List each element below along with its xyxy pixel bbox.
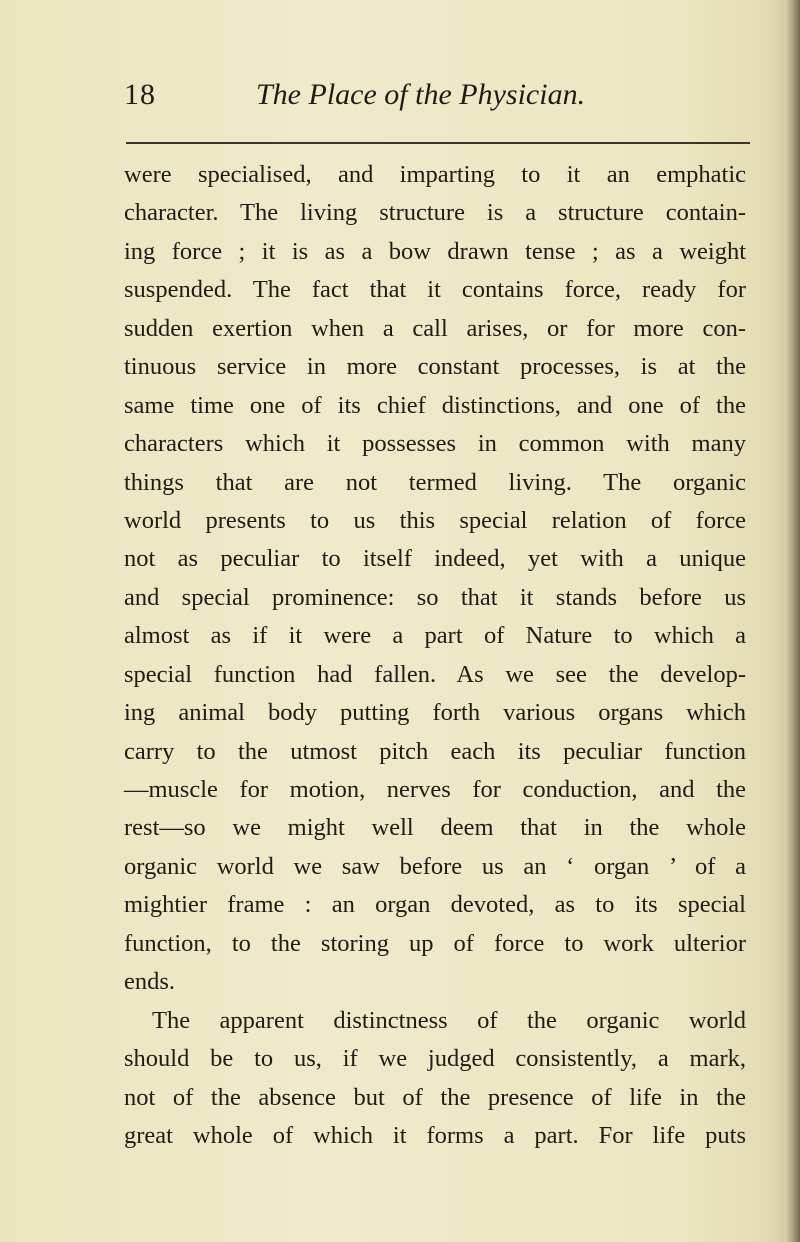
text-line: rest—so we might well deem that in the whole (124, 814, 746, 842)
text-line: same time one of its chief distinctions, and one of the (124, 391, 746, 419)
text-line: things that are not termed living. The organic (124, 468, 746, 496)
text-line-paragraph-start: The apparent distinctness of the organic world (152, 1006, 746, 1034)
text-line: organic world we saw before us an ‘ organ ’ of a (124, 852, 746, 880)
page-number: 18 (124, 78, 156, 111)
text-line: —muscle for motion, nerves for conduction, and the (124, 776, 746, 803)
header-rule (126, 142, 750, 144)
running-title: The Place of the Physician. (256, 78, 586, 111)
text-line: mightier frame : an organ devoted, as to its special (124, 891, 746, 919)
text-line: carry to the utmost pitch each its peculiar function (124, 737, 746, 765)
text-line: function, to the storing up of force to work ulterior (124, 929, 746, 957)
text-line: great whole of which it forms a part. For life puts (124, 1121, 746, 1149)
text-line: not as peculiar to itself indeed, yet with a unique (124, 545, 746, 573)
page-header (124, 78, 752, 122)
text-line: ing animal body putting forth various organs which (124, 699, 746, 727)
text-line: suspended. The fact that it contains force, ready for (124, 276, 746, 304)
text-line: ing force ; it is as a bow drawn tense ; as a weight (124, 237, 746, 265)
page-edge-shadow (786, 0, 800, 1242)
text-line: were specialised, and imparting to it an emphatic (124, 161, 746, 188)
text-line: sudden exertion when a call arises, or for more con- (124, 314, 746, 342)
text-line: world presents to us this special relation of force (124, 506, 746, 534)
text-line: and special prominence: so that it stands before us (124, 583, 746, 611)
text-line: tinuous service in more constant processes, is at the (124, 353, 746, 381)
text-line: should be to us, if we judged consistently, a mark, (124, 1045, 746, 1073)
text-line: character. The living structure is a structure contain- (124, 199, 746, 227)
text-line: characters which it possesses in common with many (124, 430, 746, 458)
text-line: not of the absence but of the presence of life in the (124, 1083, 746, 1111)
text-line: almost as if it were a part of Nature to which a (124, 622, 746, 650)
body-text (124, 156, 746, 1155)
text-line: special function had fallen. As we see the develop- (124, 660, 746, 688)
text-line-paragraph-end: ends. (124, 968, 176, 996)
